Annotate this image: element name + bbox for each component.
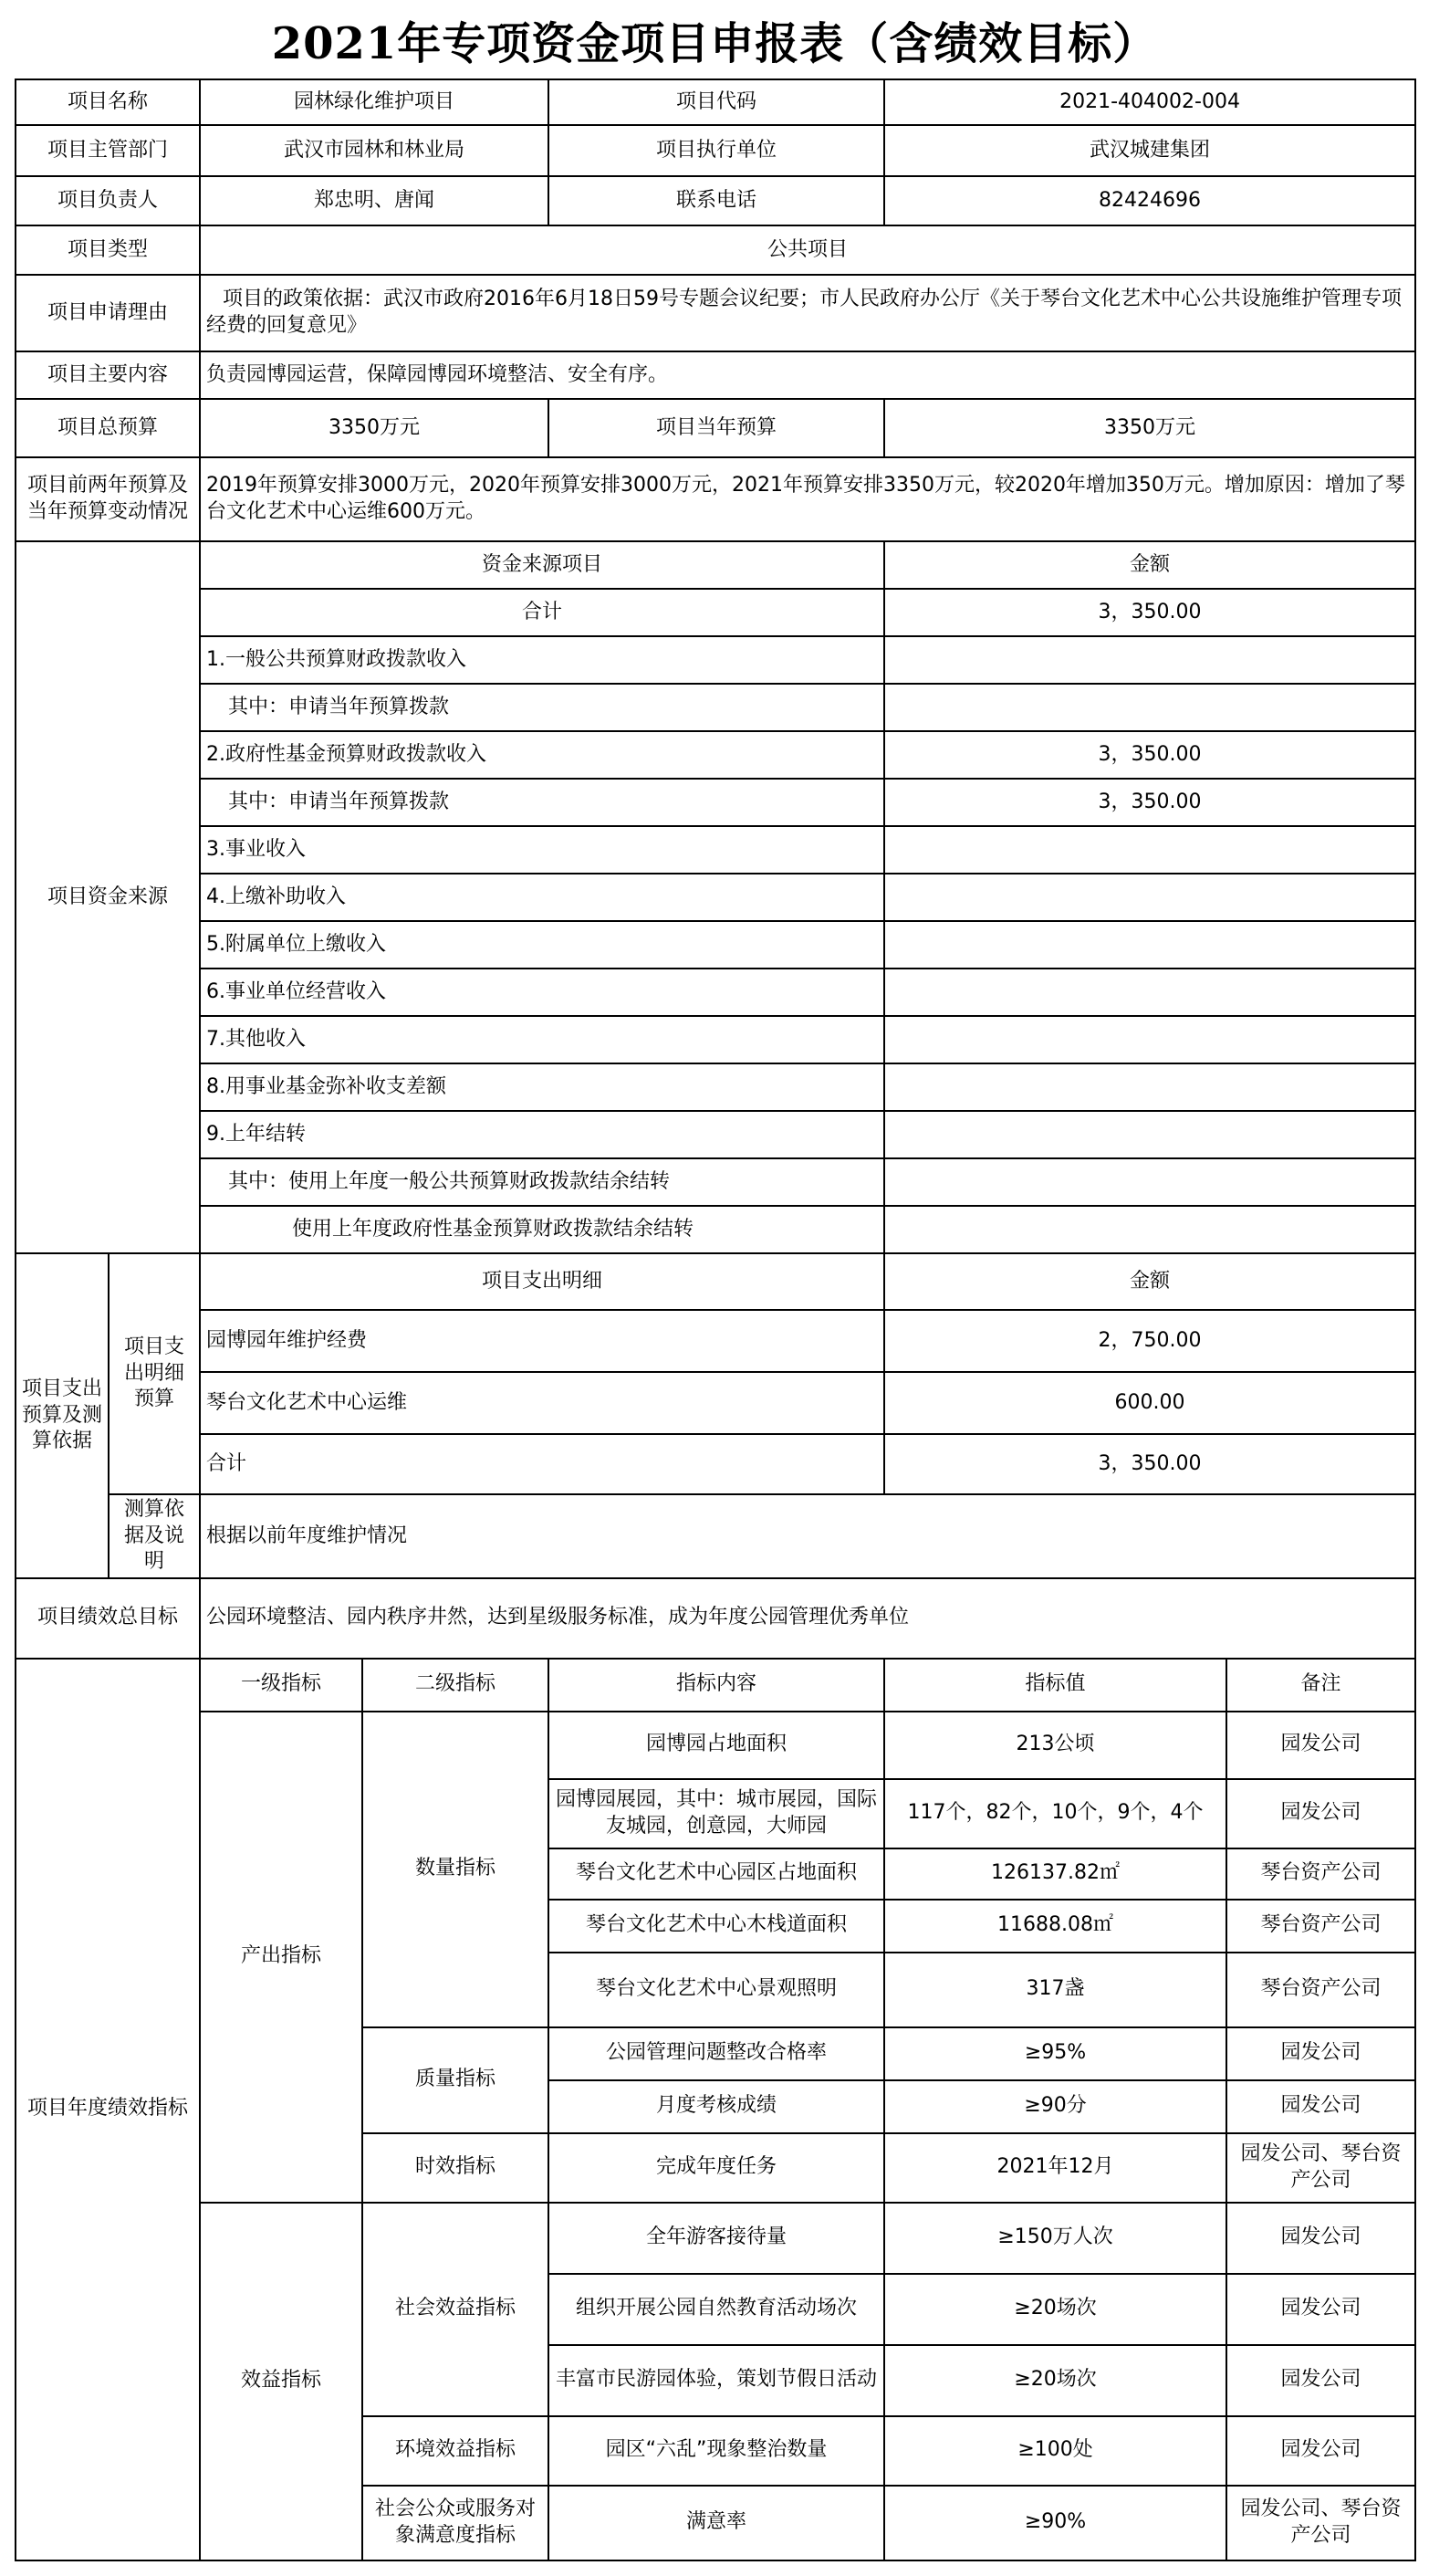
- indicator-value: 126137.82㎡: [884, 1848, 1226, 1900]
- funding-amount: [884, 826, 1415, 874]
- year-budget-label: 项目当年预算: [548, 399, 884, 457]
- content-label: 项目主要内容: [16, 351, 200, 399]
- indicator-note: 园发公司: [1226, 1779, 1415, 1848]
- indicator-value: ≥90%: [884, 2486, 1226, 2560]
- level2-social-benefit: 社会效益指标: [362, 2203, 548, 2416]
- indicator-note: 园发公司: [1226, 2027, 1415, 2080]
- indicator-row: [16, 1712, 1415, 1779]
- row-indicator-header: [16, 1659, 1415, 1712]
- indicator-content: 完成年度任务: [548, 2133, 884, 2203]
- indicator-content: 月度考核成绩: [548, 2080, 884, 2133]
- page-title: 2021年专项资金项目申报表（含绩效目标）: [271, 17, 1158, 69]
- funding-amount: [884, 921, 1415, 969]
- indicator-header-content: 指标内容: [548, 1659, 884, 1712]
- indicator-value: ≥100处: [884, 2416, 1226, 2486]
- funding-item: 使用上年度政府性基金预算财政拨款结余结转: [200, 1206, 884, 1253]
- indicator-content: 组织开展公园自然教育活动场次: [548, 2274, 884, 2345]
- funding-row: [16, 969, 1415, 1016]
- funding-row: [16, 779, 1415, 826]
- funding-amount: [884, 1063, 1415, 1111]
- total-budget-value: 3350万元: [200, 399, 548, 457]
- funding-amount: [884, 636, 1415, 684]
- funding-item: 6.事业单位经营收入: [200, 969, 884, 1016]
- row-content: [16, 351, 1415, 399]
- expense-item: 合计: [200, 1434, 884, 1494]
- indicator-value: ≥20场次: [884, 2274, 1226, 2345]
- budget-change-label: 项目前两年预算及当年预算变动情况: [16, 457, 200, 541]
- funding-amount: [884, 684, 1415, 731]
- level2-quantity: 数量指标: [362, 1712, 548, 2027]
- funding-row: [16, 636, 1415, 684]
- funding-row: [16, 1158, 1415, 1206]
- funding-row: [16, 921, 1415, 969]
- funding-item: 其中：申请当年预算拨款: [200, 779, 884, 826]
- indicator-note: 园发公司: [1226, 2080, 1415, 2133]
- funding-item: 其中：使用上年度一般公共预算财政拨款结余结转: [200, 1158, 884, 1206]
- funding-amount: [884, 1206, 1415, 1253]
- exec-unit-label: 项目执行单位: [548, 125, 884, 176]
- funding-item: 其中：申请当年预算拨款: [200, 684, 884, 731]
- expense-basis-label: 测算依据及说明: [109, 1494, 200, 1578]
- funding-item: 4.上缴补助收入: [200, 874, 884, 921]
- row-reason: [16, 275, 1415, 351]
- indicator-note: 琴台资产公司: [1226, 1848, 1415, 1900]
- funding-amount: 3，350.00: [884, 731, 1415, 779]
- funding-row: [16, 1111, 1415, 1158]
- goal-value: 公园环境整洁、园内秩序井然，达到星级服务标准，成为年度公园管理优秀单位: [200, 1578, 1415, 1659]
- indicator-content: 琴台文化艺术中心园区占地面积: [548, 1848, 884, 1900]
- indicator-value: ≥90分: [884, 2080, 1226, 2133]
- level2-quality: 质量指标: [362, 2027, 548, 2133]
- row-project-type: [16, 225, 1415, 275]
- row-funding-header: [16, 541, 1415, 589]
- budget-change-value: 2019年预算安排3000万元，2020年预算安排3000万元，2021年预算安排3350万元，较2020年增加350万元。增加原因：增加了琴台文化艺术中心运维600万元。: [200, 457, 1415, 541]
- level1-benefit: 效益指标: [200, 2203, 362, 2560]
- reason-value: 项目的政策依据：武汉市政府2016年6月18日59号专题会议纪要；市人民政府办公厅《关于琴台文化艺术中心公共设施维护管理专项经费的回复意见》: [200, 275, 1415, 351]
- indicator-content: 公园管理问题整改合格率: [548, 2027, 884, 2080]
- indicator-note: 园发公司、琴台资产公司: [1226, 2486, 1415, 2560]
- expense-header-amount: 金额: [884, 1253, 1415, 1310]
- funding-amount: [884, 969, 1415, 1016]
- funding-item: 3.事业收入: [200, 826, 884, 874]
- project-code-label: 项目代码: [548, 79, 884, 125]
- application-form: [15, 79, 1416, 2561]
- funding-amount: [884, 874, 1415, 921]
- indicator-content: 琴台文化艺术中心景观照明: [548, 1953, 884, 2027]
- indicator-content: 满意率: [548, 2486, 884, 2560]
- row-performance-goal: [16, 1578, 1415, 1659]
- indicator-content: 园博园占地面积: [548, 1712, 884, 1779]
- indicator-header-level1: 一级指标: [200, 1659, 362, 1712]
- indicator-content: 园博园展园，其中：城市展园，国际友城园，创意园，大师园: [548, 1779, 884, 1848]
- expense-row: [16, 1372, 1415, 1434]
- level2-satisfaction: 社会公众或服务对象满意度指标: [362, 2486, 548, 2560]
- indicator-note: 琴台资产公司: [1226, 1900, 1415, 1953]
- indicator-row: [16, 2203, 1415, 2274]
- project-name-value: 园林绿化维护项目: [200, 79, 548, 125]
- expense-row: [16, 1434, 1415, 1494]
- indicator-content: 琴台文化艺术中心木栈道面积: [548, 1900, 884, 1953]
- indicator-value: ≥95%: [884, 2027, 1226, 2080]
- level1-output: 产出指标: [200, 1712, 362, 2203]
- funding-item: 1.一般公共预算财政拨款收入: [200, 636, 884, 684]
- level2-timeliness: 时效指标: [362, 2133, 548, 2203]
- level2-environment-benefit: 环境效益指标: [362, 2416, 548, 2486]
- indicator-value: 11688.08㎡: [884, 1900, 1226, 1953]
- year-budget-value: 3350万元: [884, 399, 1415, 457]
- funding-header-amount: 金额: [884, 541, 1415, 589]
- expense-amount: 600.00: [884, 1372, 1415, 1434]
- total-budget-label: 项目总预算: [16, 399, 200, 457]
- indicator-value: 317盏: [884, 1953, 1226, 2027]
- expense-basis-value: 根据以前年度维护情况: [200, 1494, 1415, 1578]
- department-label: 项目主管部门: [16, 125, 200, 176]
- expense-detail-label: 项目支出明细预算: [109, 1253, 200, 1494]
- indicator-content: 全年游客接待量: [548, 2203, 884, 2274]
- indicator-header-level2: 二级指标: [362, 1659, 548, 1712]
- phone-value: 82424696: [884, 176, 1415, 225]
- row-expense-header: [16, 1253, 1415, 1310]
- owner-label: 项目负责人: [16, 176, 200, 225]
- indicator-header-note: 备注: [1226, 1659, 1415, 1712]
- expense-item: 园博园年维护经费: [200, 1310, 884, 1372]
- funding-row: [16, 684, 1415, 731]
- funding-item: 9.上年结转: [200, 1111, 884, 1158]
- indicator-content: 丰富市民游园体验，策划节假日活动: [548, 2345, 884, 2416]
- funding-row: [16, 1063, 1415, 1111]
- funding-row: [16, 589, 1415, 636]
- indicator-value: 213公顷: [884, 1712, 1226, 1779]
- funding-amount: [884, 1158, 1415, 1206]
- indicator-section-label: 项目年度绩效指标: [16, 1659, 200, 2560]
- indicator-note: 园发公司: [1226, 2274, 1415, 2345]
- indicator-value: 117个，82个，10个，9个，4个: [884, 1779, 1226, 1848]
- row-owner: [16, 176, 1415, 225]
- project-type-value: 公共项目: [200, 225, 1415, 275]
- expense-row: [16, 1310, 1415, 1372]
- funding-item: 8.用事业基金弥补收支差额: [200, 1063, 884, 1111]
- project-type-label: 项目类型: [16, 225, 200, 275]
- department-value: 武汉市园林和林业局: [200, 125, 548, 176]
- expense-item: 琴台文化艺术中心运维: [200, 1372, 884, 1434]
- goal-label: 项目绩效总目标: [16, 1578, 200, 1659]
- funding-row: [16, 826, 1415, 874]
- owner-value: 郑忠明、唐闻: [200, 176, 548, 225]
- row-budget: [16, 399, 1415, 457]
- funding-amount: 3，350.00: [884, 589, 1415, 636]
- row-budget-change: [16, 457, 1415, 541]
- reason-label: 项目申请理由: [16, 275, 200, 351]
- funding-header-item: 资金来源项目: [200, 541, 884, 589]
- project-code-value: 2021-404002-004: [884, 79, 1415, 125]
- funding-amount: [884, 1111, 1415, 1158]
- funding-item: 5.附属单位上缴收入: [200, 921, 884, 969]
- funding-section-label: 项目资金来源: [16, 541, 200, 1253]
- expense-amount: 3，350.00: [884, 1434, 1415, 1494]
- funding-item: 7.其他收入: [200, 1016, 884, 1063]
- funding-row: [16, 1206, 1415, 1253]
- phone-label: 联系电话: [548, 176, 884, 225]
- row-department: [16, 125, 1415, 176]
- indicator-note: 琴台资产公司: [1226, 1953, 1415, 2027]
- indicator-header-value: 指标值: [884, 1659, 1226, 1712]
- indicator-value: ≥150万人次: [884, 2203, 1226, 2274]
- funding-row: [16, 874, 1415, 921]
- exec-unit-value: 武汉城建集团: [884, 125, 1415, 176]
- indicator-note: 园发公司: [1226, 2345, 1415, 2416]
- indicator-value: ≥20场次: [884, 2345, 1226, 2416]
- expense-header-item: 项目支出明细: [200, 1253, 884, 1310]
- funding-row: [16, 731, 1415, 779]
- content-value: 负责园博园运营，保障园博园环境整洁、安全有序。: [200, 351, 1415, 399]
- funding-item: 合计: [200, 589, 884, 636]
- expense-amount: 2，750.00: [884, 1310, 1415, 1372]
- indicator-content: 园区“六乱”现象整治数量: [548, 2416, 884, 2486]
- funding-amount: [884, 1016, 1415, 1063]
- indicator-note: 园发公司: [1226, 2416, 1415, 2486]
- expense-section-label: 项目支出预算及测算依据: [16, 1253, 109, 1578]
- indicator-note: 园发公司、琴台资产公司: [1226, 2133, 1415, 2203]
- indicator-note: 园发公司: [1226, 2203, 1415, 2274]
- funding-item: 2.政府性基金预算财政拨款收入: [200, 731, 884, 779]
- funding-amount: 3，350.00: [884, 779, 1415, 826]
- project-name-label: 项目名称: [16, 79, 200, 125]
- indicator-value: 2021年12月: [884, 2133, 1226, 2203]
- row-expense-basis: [16, 1494, 1415, 1578]
- indicator-note: 园发公司: [1226, 1712, 1415, 1779]
- row-project-name: [16, 79, 1415, 125]
- funding-row: [16, 1016, 1415, 1063]
